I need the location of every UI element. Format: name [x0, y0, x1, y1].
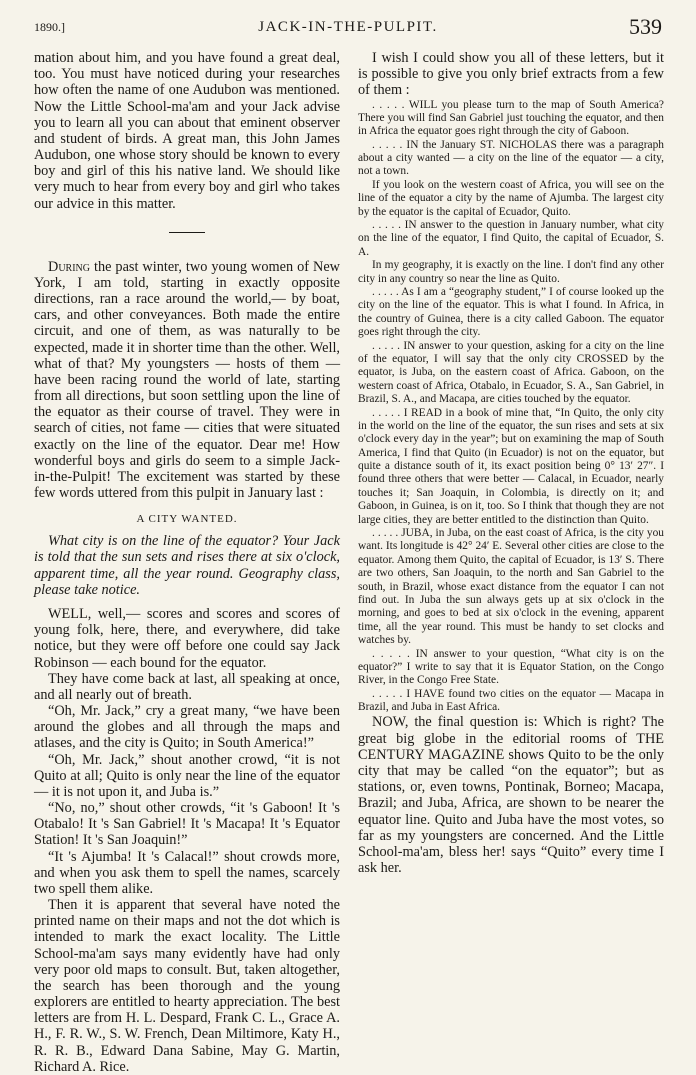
right-conclusion: NOW, the final question is: Which is right? The great big globe in the editorial rooms of THE CENTURY MAGAZINE shows Quito to be the only city that may be called “on the equator”; but as stations, or, even towns, Pontinak, Borneo; Macapa, Brazil; and Juba, Africa, are shown to be nearer the equator line. Quito and Juba have the most votes, so far as my youngsters are concerned. And the Little School-ma'am, bless her! says “Quito” every time I ask her. [358, 714, 664, 877]
letter-extract-9: . . . . . I HAVE found two cities on the equator — Macapa in Brazil, and Juba in East Africa. [358, 687, 664, 714]
left-paragraph-3: WELL, well,— scores and scores and scores of young folk, here, there, and everywhere, did take notice, but they were off before one could say Jack Robinson — each bound for the equator. [34, 605, 340, 671]
letter-extract-3b: In my geography, it is exactly on the line. I don't find any other city in any country so near the line as Quito. [358, 259, 664, 285]
left-paragraph-6: “Oh, Mr. Jack,” shout another crowd, “it is not Quito at all; Quito is only near the line of the equator — it is not upon it, and Juba is.” [34, 751, 340, 800]
section-divider [169, 232, 205, 233]
running-header [34, 14, 662, 48]
right-column [358, 50, 664, 876]
letter-extract-2a: . . . . . IN the January ST. NICHOLAS there was a paragraph about a city wanted — a city on the line of the equator — a city, not a town. [358, 138, 664, 178]
letter-extract-6: . . . . . I READ in a book of mine that, “In Quito, the only city in the world on the line of the equator, the sun rises and sets at six o'clock every day in the year”; but on examining the map of South America, I find that Quito (in Ecuador) is not on the equator, but quite a distance south of it, its exact position being 0° 13′ 27″. I found three others that were better — Calacal, in Ecuador, nearly touches it; San Joaquin, in Colombia, is directly on it; and Gaboon, in Guinea, is on it, too. So I think that though they are not large cities, they are better entitled to the distinction than Quito. [358, 406, 664, 526]
right-intro: I wish I could show you all of these letters, but it is possible to give you only brief extracts from a few of them : [358, 50, 664, 99]
letter-extract-7: . . . . . JUBA, in Juba, on the east coast of Africa, is the city you want. Its longitude is 42° 24′ E. Several other cities are close to the equator. Among them Quito, the capital of Ecuador, is 13′ S. There are two others, San Joaquin, to the north and San Gabriel to the south, in Brazil, whose exact distance from the equator I can not find out. In Juba the sun always gets up at six o'clock in the morning, and goes to bed at six o'clock in the evening, apparent time, all the year round. This must be handy to set clocks and watches by. [358, 527, 664, 647]
letter-extract-1: . . . . . WILL you please turn to the map of South America? There you will find San Gabriel just touching the equator, and then in Africa the equator goes right through the city of Gaboon. [358, 98, 664, 138]
page-number: 539 [629, 14, 662, 39]
left-paragraph-9: Then it is apparent that several have noted the printed name on their maps and not the dot which is intended to mark the exact locality. The Little School-ma'am says many evidently have had only very poor old maps to consult. But, taken altogether, the search has been thorough and the young explorers are entitled to hearty appreciation. The best letters are from H. L. Despard, Frank C. L., Grace A. H., F. R. W., S. W. French, Dean Miltimore, Katy H., R. R. B., Edward Dana Sabine, May G. Martin, Richard A. Rice. [34, 897, 340, 1075]
drop-lead: During [48, 258, 90, 275]
letter-extract-2b: If you look on the western coast of Africa, you will see on the line of the equator a city by the name of Ajumba. The largest city by the equator is the capital of Ecuador, Quito. [358, 178, 664, 218]
left-paragraph-2 [34, 259, 340, 502]
letter-extract-5: . . . . . IN answer to your question, asking for a city on the line of the equator, I will say that the only city CROSSED by the equator, is Juba, on the eastern coast of Africa. Gaboon, on the western coast of Africa, Otabalo, in Ecuador, S. A., San Gabriel, in Brazil, S. A., and Macapa, are cities touched by the equator. [358, 339, 664, 406]
letter-extract-4: . . . . . As I am a “geography student,” I of course looked up the city on the line of the equator. This is what I found. In Africa, in the country of Guinea, there is a city called Gaboon. The equator goes right through the city. [358, 285, 664, 339]
quoted-question: What city is on the line of the equator? Your Jack is told that the sun sets and rises there at six o'clock, apparent time, all the year round. Geography class, please take notice. [34, 533, 340, 598]
header-title: JACK-IN-THE-PULPIT. [258, 19, 438, 35]
left-paragraph-8: “It 's Ajumba! It 's Calacal!” shout crowds more, and when you ask them to spell the names, scarcely two spell them alike. [34, 848, 340, 897]
left-paragraph-5: “Oh, Mr. Jack,” cry a great many, “we have been around the globes and all through the maps and atlases, and the city is Quito; in South America!” [34, 703, 340, 752]
left-paragraph-1: mation about him, and you have found a great deal, too. You must have noticed during your researches how often the name of one Audubon was mentioned. Now the Little School-ma'am and your Jack advise you to learn all you can about that eminent observer and student of birds. A great man, this John James Audubon, one whose story should be known to every boy and girl of this his native land. We should like very much to hear from every boy and girl who takes our advice in this matter. [34, 50, 340, 212]
left-paragraph-4: They have come back at last, all speaking at once, and all nearly out of breath. [34, 670, 340, 703]
header-year: 1890.] [34, 20, 65, 34]
letter-extract-8: . . . . . IN answer to your question, “What city is on the equator?” I write to say that it is Equator Station, on the Congo River, in the Congo Free State. [358, 647, 664, 687]
section-heading: A CITY WANTED. [136, 513, 238, 526]
left-paragraph-7: “No, no,” shout other crowds, “it 's Gaboon! It 's Otabalo! It 's San Gabriel! It 's Macapa! It 's Equator Station! It 's San Joaquin!” [34, 800, 340, 849]
letter-extract-3a: . . . . . IN answer to the question in January number, what city on the line of the equator, I find Quito, the capital of Ecuador, S. A. [358, 219, 664, 258]
left-paragraph-2-body: the past winter, two young women of New York, I am told, starting in exactly opposite directions, ran a race around the world,— by boat, cars, and other conveyances. Both made the entire circuit, and one of them, as was naturally to be expected, made it in shorter time than the other. Well, what of that? My youngsters — hosts of them — have been racing round the world of late, starting from all directions, but soon settling upon the line of the equator as their course of travel. They were in search of cities, not fame — cities that were situated exactly on the line of the equator. Dear me! How wonderful boys and girls do seem to a simple Jack-in-the-Pulpit! The excitement was started by these few words uttered from this pulpit in January last : [34, 258, 340, 502]
left-column [34, 50, 340, 1075]
